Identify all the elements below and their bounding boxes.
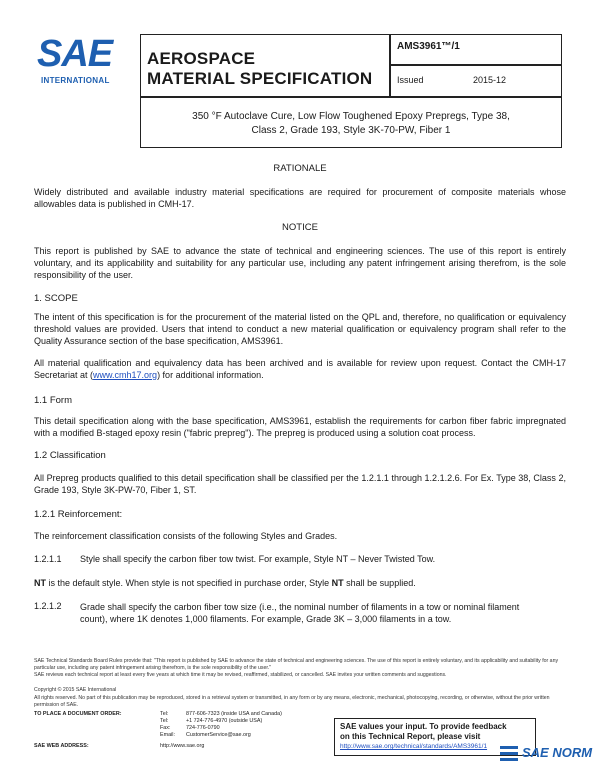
fax-label: Fax: xyxy=(160,725,171,731)
sae-logo-text: SAE xyxy=(37,33,113,75)
cmh17-link[interactable]: www.cmh17.org xyxy=(93,370,158,380)
sae-norm-logo xyxy=(500,738,596,768)
title-line-2: MATERIAL SPECIFICATION xyxy=(147,69,373,88)
grade-clause-number: 1.2.1.2 xyxy=(34,601,62,611)
footer-fine-print-3: All rights reserved. No part of this publication may be reproduced, stored in a retrieval system or transmitted, in any form or by any means, electronic, mechanical, photocopying, recording, or otherwise, without the prior written permission of SAE. xyxy=(34,695,550,708)
feedback-line-2: on this Technical Report, please visit xyxy=(340,732,481,741)
fax-value: 724-776-0790 xyxy=(186,725,220,731)
grade-clause-text xyxy=(80,601,570,625)
nt-text-a: is the default style. When style is not specified in purchase order, Style xyxy=(46,578,332,588)
tel-value: 877-606-7323 (inside USA and Canada) xyxy=(186,711,282,717)
title-box xyxy=(140,34,390,98)
footer-copyright: Copyright © 2015 SAE International xyxy=(34,687,117,693)
notice-text: This report is published by SAE to advance the state of technical and engineering sciences. The use of this report is entirely voluntary, and its applicability and suitability for any particular use, including any patent infringement arising therefrom, is the sole responsibility of the user. xyxy=(34,246,566,280)
title-line-1: AEROSPACE xyxy=(147,49,256,68)
sae-logo-subtext: INTERNATIONAL xyxy=(41,76,110,85)
scope-text-1: The intent of this specification is for the procurement of the material listed on the QPL and, therefore, no qualification or equivalency threshold values are provided. Users that intend to conduct a new material qualification or equivalency program shall refer to the Quality Assurance section of the base specification, AMS3961. xyxy=(34,312,566,346)
sae-logo xyxy=(37,34,129,88)
form-text: This detail specification along with the base specification, AMS3961, establish the requirements for carbon fiber fabric impregnated with a modified B-staged epoxy resin ("fabric prepreg"). The prepreg is produced using a solution coat process. xyxy=(34,416,566,438)
scope-text-2a: All material qualification and equivalency data has been archived and is available for review upon request. Contact the CMH-17 Secretariat at ( xyxy=(34,358,566,380)
rationale-heading: RATIONALE xyxy=(273,163,327,174)
order-label: TO PLACE A DOCUMENT ORDER: xyxy=(34,711,122,717)
footer-fine-print-2: SAE reviews each technical report at least every five years at which time it may be revised, reaffirmed, stabilized, or cancelled. SAE invites your written comments and suggestions. xyxy=(34,672,447,678)
subtitle-line-2: Class 2, Grade 193, Style 3K-70-PW, Fiber 1 xyxy=(251,125,451,136)
tel-label: Tel: xyxy=(160,711,169,717)
notice-heading: NOTICE xyxy=(282,222,318,233)
footer-fine-print-1: SAE Technical Standards Board Rules provide that: "This report is published by SAE to advance the state of technical and engineering sciences. The use of this report is entirely voluntary, and its applicability and suitability for any particular use, including any patent infringement arising therefrom, is the sole responsibility of the user." xyxy=(34,658,559,671)
issued-box xyxy=(390,64,562,98)
rationale-text: Widely distributed and available industry material specifications are required for procurement of composite materials whose allowables data is published in CMH-17. xyxy=(34,187,566,209)
tel2-label: Tel: xyxy=(160,718,169,724)
web-label: SAE WEB ADDRESS: xyxy=(34,743,89,749)
grade-clause-line-1: Grade shall specify the carbon fiber tow size (i.e., the nominal number of filaments in a tow or nominal filament xyxy=(80,602,520,612)
scope-heading: 1. SCOPE xyxy=(34,293,78,304)
doc-number: AMS3961™/1 xyxy=(397,41,460,52)
nt-bold-1: NT xyxy=(34,578,46,588)
nt-default-text xyxy=(34,577,566,589)
email-label: Email: xyxy=(160,732,175,738)
subtitle-line-1: 350 °F Autoclave Cure, Low Flow Toughened Epoxy Prepregs, Type 38, xyxy=(192,111,510,122)
form-heading: 1.1 Form xyxy=(34,395,73,406)
reinforcement-heading: 1.2.1 Reinforcement: xyxy=(34,509,123,520)
email-value[interactable]: CustomerService@sae.org xyxy=(186,732,251,738)
feedback-link[interactable]: http://www.sae.org/technical/standards/AMS3961/1 xyxy=(340,743,488,750)
subtitle-box xyxy=(140,96,562,148)
feedback-line-1: SAE values your input. To provide feedback xyxy=(340,722,507,731)
grade-clause-line-2: count), where 1K denotes 1,000 filaments. For example, Grade 3K – 3,000 filaments in a tow. xyxy=(80,614,452,624)
issued-label: Issued xyxy=(397,75,424,85)
reinforcement-text: The reinforcement classification consists of the following Styles and Grades. xyxy=(34,531,338,541)
style-clause-number: 1.2.1.1 xyxy=(34,554,62,564)
nt-bold-2: NT xyxy=(331,578,344,588)
scope-text-2 xyxy=(34,357,566,381)
nt-text-b: shall be supplied. xyxy=(343,578,416,588)
classification-text: All Prepreg products qualified to this detail specification shall be classified per the 1.2.1.1 through 1.2.1.2.6. For Ex. Type 38, Class 2, Grade 193, Style 3K-PW-70, Fiber 1, ST. xyxy=(34,473,566,495)
scope-text-2b: ) for additional information. xyxy=(157,370,264,380)
tel2-value: +1 724-776-4970 (outside USA) xyxy=(186,718,263,724)
doc-number-box xyxy=(390,34,562,66)
issued-value: 2015-12 xyxy=(473,75,507,85)
style-clause-text: Style shall specify the carbon fiber tow twist. For example, Style NT – Never Twisted Tow. xyxy=(80,554,436,564)
classification-heading: 1.2 Classification xyxy=(34,450,106,461)
sae-norm-logo-text: SAE NORM xyxy=(522,745,593,760)
web-value[interactable]: http://www.sae.org xyxy=(160,743,205,749)
